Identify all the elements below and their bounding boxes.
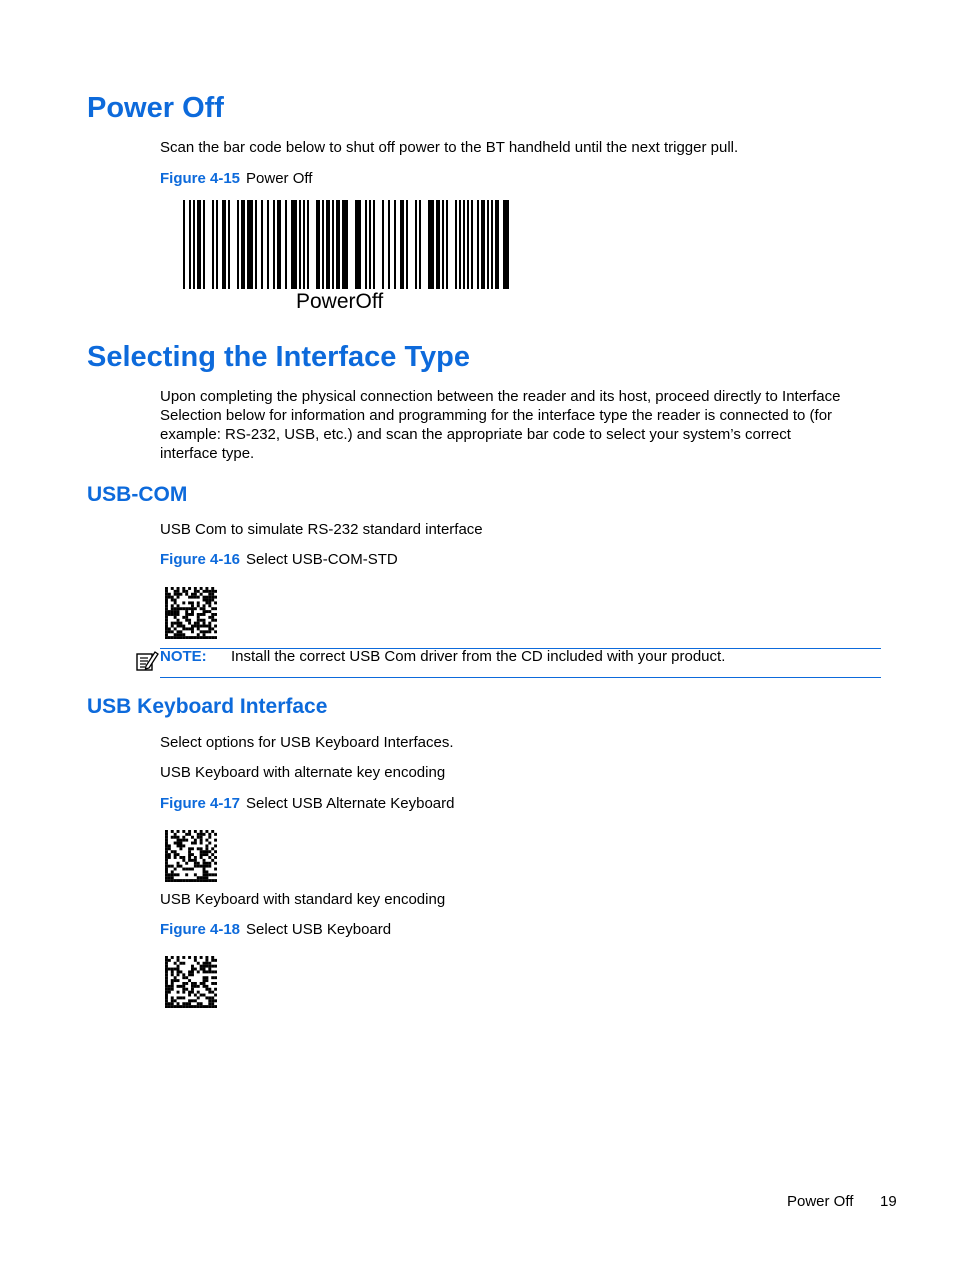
figure-number: Figure 4-15: [160, 170, 241, 187]
note-text: Install the correct USB Com driver from the CD included with your product.: [231, 648, 726, 665]
figure-title: Select USB Alternate Keyboard: [246, 795, 455, 812]
heading-power-off: Power Off: [87, 92, 224, 124]
figure-caption-usb-alt-keyboard: [160, 794, 455, 813]
figure-number: Figure 4-18: [160, 921, 241, 938]
heading-usb-keyboard-interface: USB Keyboard Interface: [87, 695, 328, 718]
figure-caption-usb-com: [160, 550, 398, 569]
barcode-caption: PowerOff: [296, 290, 384, 313]
usb-keyboard-std-description: USB Keyboard with standard key encoding: [160, 891, 446, 908]
figure-number: Figure 4-16: [160, 551, 241, 568]
usb-keyboard-alt-description: USB Keyboard with alternate key encoding: [160, 764, 446, 781]
usb-keyboard-matrix-code: [165, 956, 217, 1008]
matrix-code-image: [165, 830, 217, 882]
interface-type-description: Upon completing the physical connection between the reader and its host, proceed directly to Interface Selection below for information and programming for the interface type the reader is connected to (for example: RS-232, USB, etc.) and scan the appropriate bar code to select your system’s correct interface type.: [160, 388, 841, 462]
matrix-code-image: [165, 956, 217, 1008]
usb-alt-keyboard-matrix-code: [165, 830, 217, 882]
figure-number: Figure 4-17: [160, 795, 241, 812]
barcode-image: [183, 200, 509, 289]
note-bottom-rule: [160, 677, 881, 678]
figure-title: Power Off: [246, 170, 313, 187]
usb-keyboard-intro: Select options for USB Keyboard Interfaces.: [160, 734, 454, 751]
note-icon: [135, 649, 159, 673]
figure-title: Select USB-COM-STD: [246, 551, 398, 568]
usb-com-description: USB Com to simulate RS-232 standard interface: [160, 521, 483, 538]
heading-selecting-interface-type: Selecting the Interface Type: [87, 341, 471, 373]
heading-usb-com: USB-COM: [87, 483, 188, 506]
figure-caption-usb-keyboard: [160, 920, 391, 939]
matrix-code-image: [165, 587, 217, 639]
footer-page-number: 19: [880, 1193, 897, 1210]
figure-caption-power-off: [160, 169, 312, 188]
power-off-description: Scan the bar code below to shut off power to the BT handheld until the next trigger pull.: [160, 139, 739, 156]
footer-section-title: Power Off: [787, 1193, 854, 1210]
power-off-barcode: [183, 200, 509, 289]
usb-com-matrix-code: [165, 587, 217, 639]
note-label: NOTE:: [160, 648, 207, 665]
figure-title: Select USB Keyboard: [246, 921, 392, 938]
